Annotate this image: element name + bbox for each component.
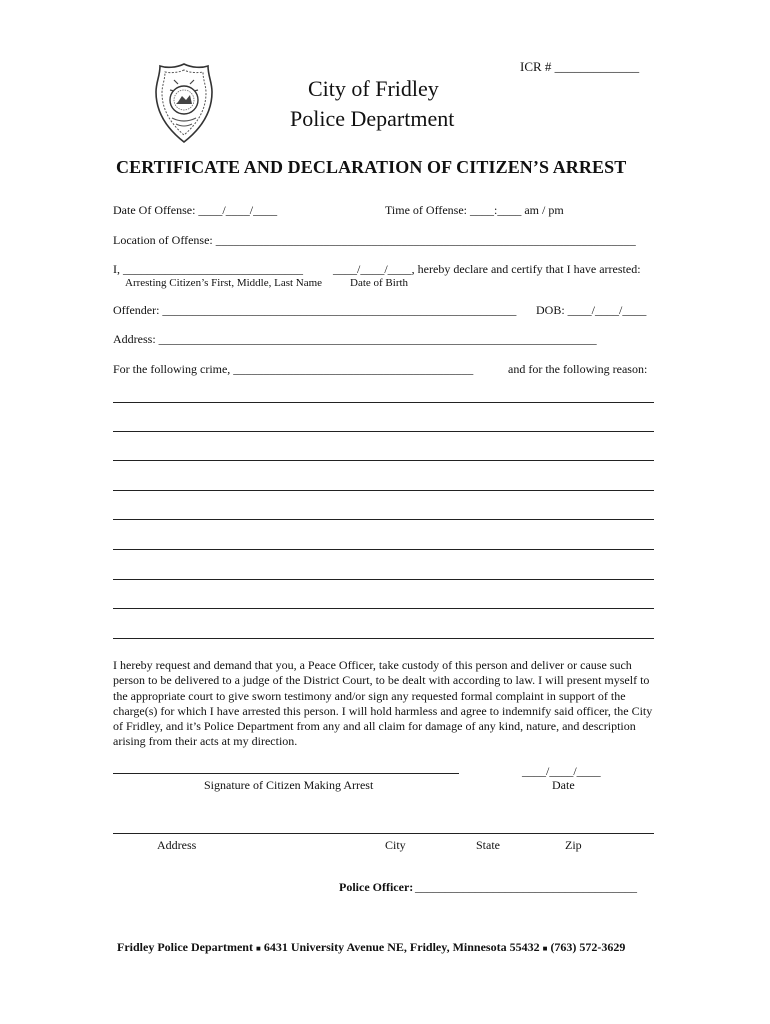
footer-separator-icon: ■ bbox=[542, 944, 548, 953]
zip-caption: Zip bbox=[565, 838, 582, 852]
footer-address: 6431 University Avenue NE, Fridley, Minnesota 55432 bbox=[263, 940, 540, 954]
reason-line[interactable] bbox=[113, 549, 654, 550]
address-field[interactable]: Address: _________________________________________________________________________ bbox=[113, 332, 597, 346]
signature-date-caption: Date bbox=[552, 778, 575, 792]
arresting-name-caption: Arresting Citizen’s First, Middle, Last Name bbox=[125, 277, 323, 289]
signature-line[interactable] bbox=[113, 773, 459, 774]
signature-date-field[interactable]: ____/____/____ bbox=[522, 764, 601, 778]
dob-caption: Date of Birth bbox=[350, 277, 409, 289]
reason-line[interactable] bbox=[113, 638, 654, 639]
page-title: CERTIFICATE AND DECLARATION OF CITIZEN’S ARREST bbox=[116, 157, 627, 177]
footer-phone: (763) 572-3629 bbox=[550, 940, 626, 954]
icr-number-field[interactable]: ICR # _____________ bbox=[520, 59, 640, 74]
state-caption: State bbox=[476, 838, 500, 852]
footer bbox=[117, 940, 625, 955]
footer-separator-icon: ■ bbox=[255, 944, 261, 953]
reason-label: and for the following reason: bbox=[508, 362, 648, 376]
city-caption: City bbox=[385, 838, 406, 852]
reason-line[interactable] bbox=[113, 519, 654, 520]
signature-caption: Signature of Citizen Making Arrest bbox=[204, 778, 374, 792]
badge-seal-icon bbox=[152, 62, 216, 144]
reason-line[interactable] bbox=[113, 402, 654, 403]
arresting-citizen-dob-field[interactable]: ____/____/____, hereby declare and certify that I have arrested: bbox=[333, 262, 641, 276]
department-name: Police Department bbox=[290, 106, 455, 131]
city-name: City of Fridley bbox=[308, 76, 439, 101]
reason-line[interactable] bbox=[113, 579, 654, 580]
location-field[interactable]: Location of Offense: ______________________________________________________________________ bbox=[113, 233, 636, 247]
department-seal bbox=[152, 62, 216, 144]
arresting-citizen-name-field[interactable]: I, ______________________________ bbox=[113, 262, 303, 276]
offender-field[interactable]: Offender: ___________________________________________________________ bbox=[113, 303, 517, 317]
footer-department: Fridley Police Department bbox=[117, 940, 253, 954]
reason-line[interactable] bbox=[113, 431, 654, 432]
crime-field[interactable]: For the following crime, ________________________________________ bbox=[113, 362, 474, 376]
reason-line[interactable] bbox=[113, 460, 654, 461]
police-officer-label: Police Officer: bbox=[339, 880, 414, 894]
reason-line[interactable] bbox=[113, 608, 654, 609]
date-of-offense-field[interactable]: Date Of Offense: ____/____/____ bbox=[113, 203, 278, 217]
offender-dob-field[interactable]: DOB: ____/____/____ bbox=[536, 303, 647, 317]
time-of-offense-field[interactable]: Time of Offense: ____:____ am / pm bbox=[385, 203, 564, 217]
citizen-address-line[interactable] bbox=[113, 833, 654, 834]
reason-line[interactable] bbox=[113, 490, 654, 491]
declaration-paragraph: I hereby request and demand that you, a Peace Officer, take custody of this person and deliver or cause such person to be delivered to a judge of the District Court, to be dealt with according to law. I will present myself to the appropriate court to give sworn testimony and/or sign any requested formal complaint in support of the charge(s) for which I have arrested this person. I will hold harmless and agree to indemnify said officer, the City of Fridley, and it’s Police Department from any and all claim for damage of any kind, nature, and description arising from their acts at my direction. bbox=[113, 658, 653, 749]
police-officer-field[interactable]: _____________________________________ bbox=[415, 880, 637, 894]
address-caption: Address bbox=[157, 838, 197, 852]
